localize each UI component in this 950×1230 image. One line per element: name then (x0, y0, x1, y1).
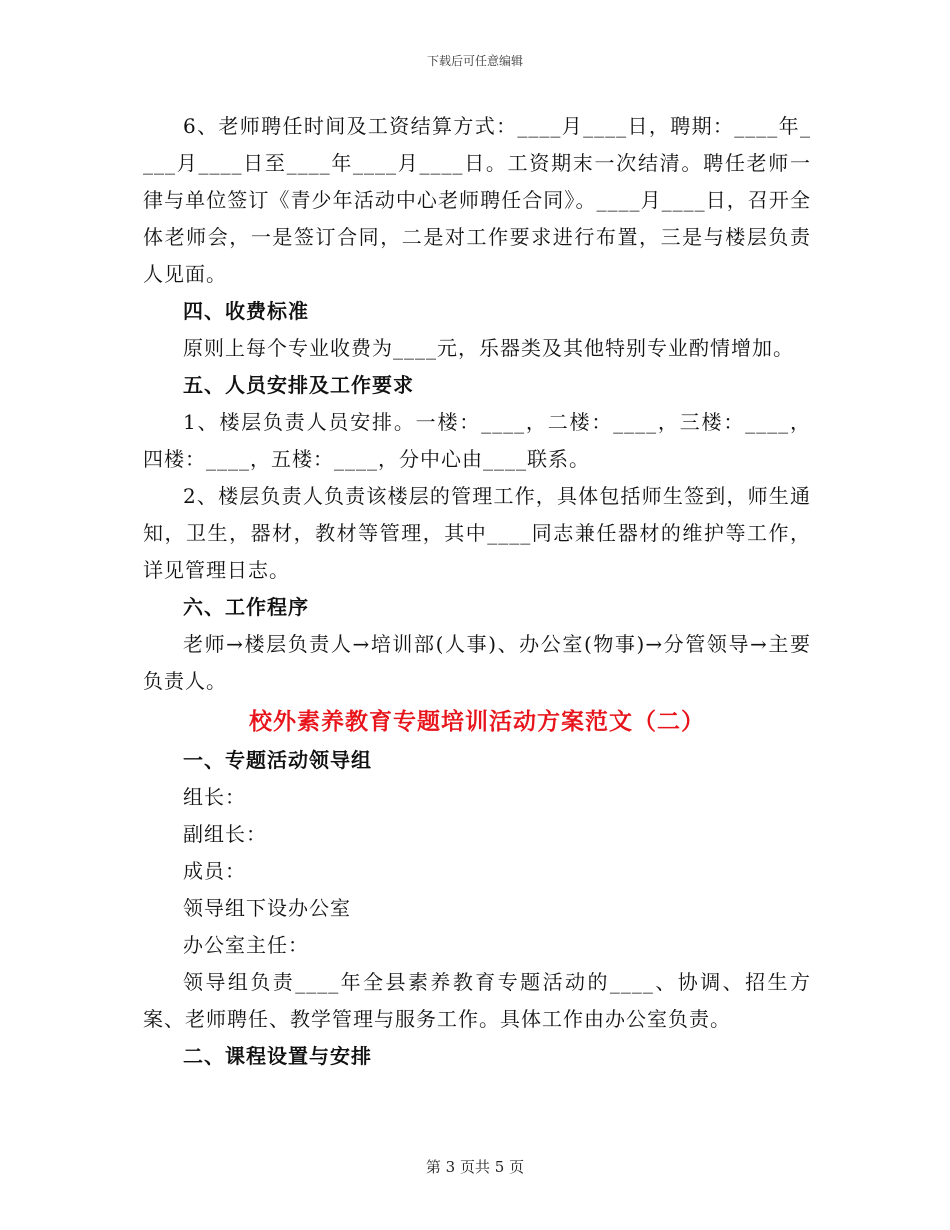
line-members: 成员： (183, 859, 246, 883)
section-heading-fee-standard: 四、收费标准 (183, 299, 309, 323)
document-body (143, 108, 811, 1075)
line-office-director: 办公室主任： (183, 933, 309, 957)
paragraph-fee: 原则上每个专业收费为____元，乐器类及其他特别专业酌情增加。 (183, 336, 794, 360)
page-header: 下载后可任意编辑 (426, 54, 523, 68)
document-title-part-two: 校外素养教育专题培训活动方案范文（二） (249, 708, 705, 735)
paragraph-duty: 领导组负责____年全县素养教育专题活动的____、协调、招生方案、老师聘任、教学管理与服务工作。具体工作由办公室负责。 (143, 970, 811, 1031)
section-heading-staffing: 五、人员安排及工作要求 (183, 373, 414, 397)
section-heading-curriculum: 二、课程设置与安排 (183, 1044, 372, 1068)
line-group-leader: 组长： (183, 785, 246, 809)
paragraph-item-6: 6、老师聘任时间及工资结算方式：____月____日，聘期：____年____月____日至____年____月____日。工资期末一次结清。聘任老师一律与单位签订《青少年活动中心老师聘任合同》。____月____日，召开全体老师会，一是签订合同，二是对工作要求进行布置，三是与楼层负责人见面。 (143, 114, 811, 286)
paragraph-item-1: 1、楼层负责人员安排。一楼：____，二楼：____，三楼：____，四楼：____，五楼：____，分中心由____联系。 (143, 410, 811, 471)
page-footer: 第 3 页共 5 页 (425, 1158, 525, 1176)
paragraph-procedure: 老师→楼层负责人→培训部(人事)、办公室(物事)→分管领导→主要负责人。 (143, 632, 811, 693)
paragraph-item-2: 2、楼层负责人负责该楼层的管理工作，具体包括师生签到，师生通知，卫生，器材，教材等管理，其中____同志兼任器材的维护等工作，详见管理日志。 (143, 484, 811, 582)
line-office: 领导组下设办公室 (183, 896, 351, 920)
section-heading-procedure: 六、工作程序 (183, 595, 309, 619)
section-heading-leadership-group: 一、专题活动领导组 (183, 748, 372, 772)
line-deputy-leader: 副组长： (183, 822, 267, 846)
